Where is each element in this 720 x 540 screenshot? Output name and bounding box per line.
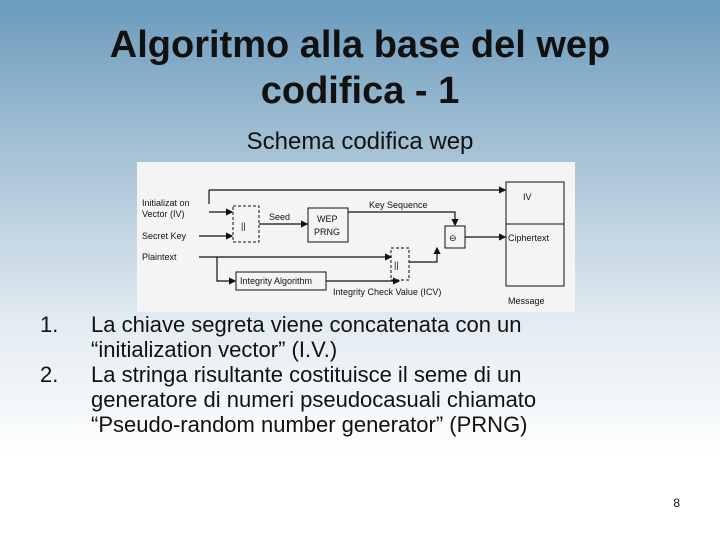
iv-input-label-1: Initializat on — [142, 198, 190, 208]
list-item-line: La stringa risultante costituisce il seme di un — [91, 362, 522, 387]
list-item-number: 1. — [40, 312, 59, 337]
wep-diagram-svg — [137, 162, 575, 312]
iv-input-label-2: Vector (IV) — [142, 209, 185, 219]
iv-output-box — [506, 182, 564, 224]
integrity-algorithm-label: Integrity Algorithm — [240, 276, 313, 286]
xor-symbol: ⊖ — [449, 233, 457, 243]
ciphertext-label: Ciphertext — [508, 233, 550, 243]
list-item-line: “initialization vector” (I.V.) — [91, 337, 338, 362]
list-item-number: 2. — [40, 362, 59, 387]
concat-symbol: || — [241, 221, 246, 231]
diagram-caption: Schema codifica wep — [246, 128, 474, 155]
concat2-to-xor — [409, 248, 437, 262]
list-item-line: La chiave segreta viene concatenata con un — [91, 312, 522, 337]
plaintext-label: Plaintext — [142, 252, 177, 262]
icv-label: Integrity Check Value (ICV) — [333, 287, 442, 297]
message-label: Message — [508, 296, 545, 306]
key-sequence-line — [348, 212, 455, 225]
list-item-line: generatore di numeri pseudocasuali chiamato — [91, 387, 537, 412]
concat-box — [233, 206, 259, 242]
wep-encryption-diagram — [137, 162, 575, 312]
secret-key-label: Secret Key — [142, 231, 187, 241]
list-item — [40, 312, 680, 362]
key-sequence-label: Key Sequence — [369, 200, 428, 210]
list-item-line: “Pseudo-random number generator” (PRNG) — [91, 412, 528, 437]
list-item — [40, 362, 680, 437]
title-line-2: codifica - 1 — [260, 70, 460, 112]
concat-symbol-2: || — [394, 260, 399, 270]
prng-label: PRNG — [314, 227, 341, 237]
seed-label: Seed — [269, 212, 291, 222]
iv-output-label: IV — [523, 192, 532, 202]
wep-label: WEP — [317, 214, 338, 224]
numbered-list — [40, 312, 680, 437]
plaintext-to-integrity — [217, 257, 235, 281]
page-number: 8 — [673, 496, 680, 510]
title-line-1: Algoritmo alla base del wep — [109, 24, 611, 66]
slide-title — [40, 22, 680, 114]
